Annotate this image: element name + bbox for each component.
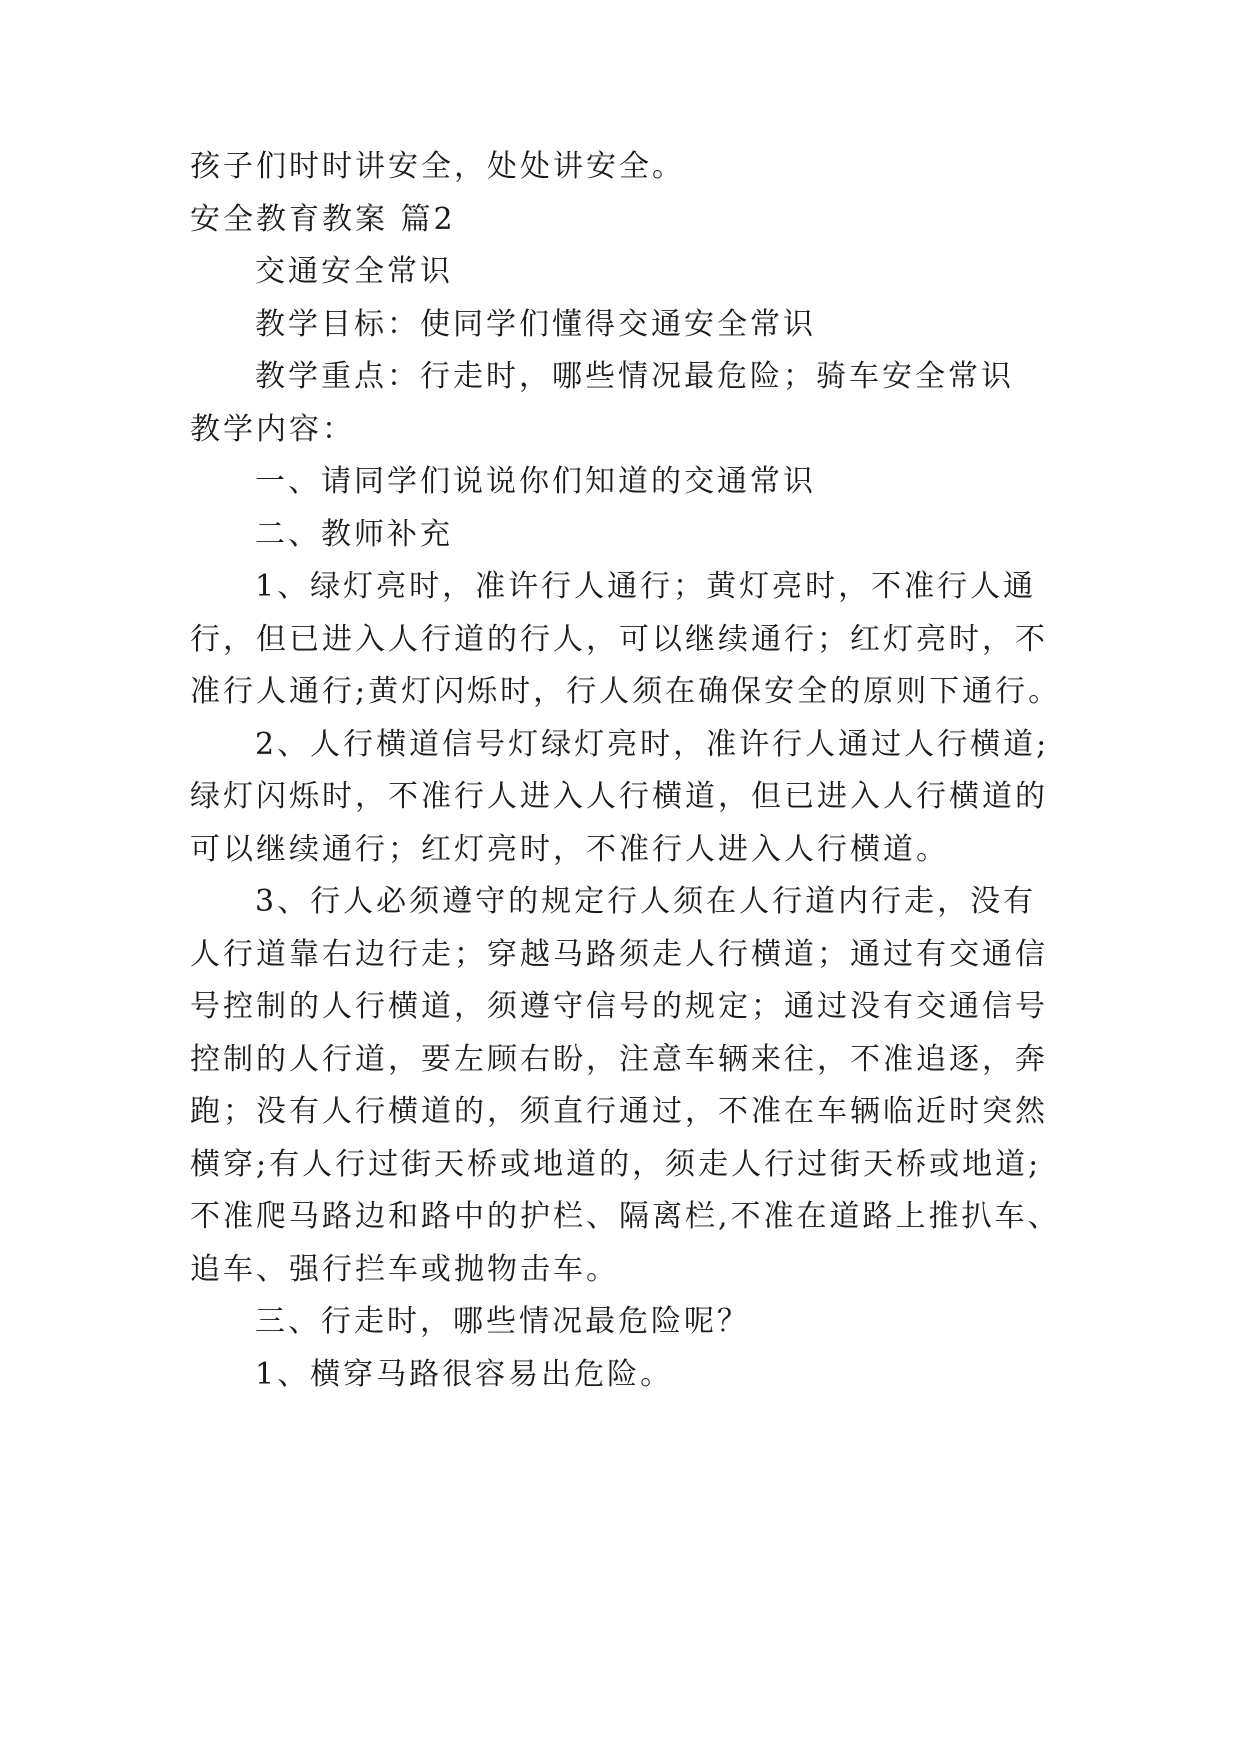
teaching-content-label: 教学内容： xyxy=(190,412,355,447)
item-three: 三、行走时，哪些情况最危险呢？ xyxy=(255,1304,750,1339)
paragraph-2-line-2: 绿灯闪烁时，不准行人进入人行横道，但已进入人行横道的 xyxy=(190,779,1048,814)
paragraph-1-line-3: 准行人通行;黄灯闪烁时，行人须在确保安全的原则下通行。 xyxy=(190,674,1062,709)
paragraph-1-line-2: 行，但已进入人行道的行人，可以继续通行；红灯亮时，不 xyxy=(190,622,1048,657)
paragraph-2-line-3: 可以继续通行；红灯亮时，不准行人进入人行横道。 xyxy=(190,832,949,867)
text-line-continuation: 孩子们时时讲安全，处处讲安全。 xyxy=(190,149,685,184)
item-three-point-1: 1、横穿马路很容易出危险。 xyxy=(255,1357,674,1392)
teaching-focus: 教学重点：行走时，哪些情况最危险；骑车安全常识 xyxy=(255,359,1014,394)
section-heading: 安全教育教案 篇2 xyxy=(190,202,456,237)
paragraph-3-line-8: 追车、强行拦车或抛物击车。 xyxy=(190,1252,619,1287)
lesson-title: 交通安全常识 xyxy=(255,254,453,289)
item-two: 二、教师补充 xyxy=(255,517,453,552)
paragraph-2-line-1: 2、人行横道信号灯绿灯亮时，准许行人通过人行横道; xyxy=(255,727,1050,762)
teaching-goal: 教学目标：使同学们懂得交通安全常识 xyxy=(255,307,816,342)
item-one: 一、请同学们说说你们知道的交通常识 xyxy=(255,464,816,499)
paragraph-3-line-7: 不准爬马路边和路中的护栏、隔离栏,不准在道路上推扒车、 xyxy=(190,1199,1061,1234)
paragraph-3-line-5: 跑；没有人行横道的，须直行通过，不准在车辆临近时突然 xyxy=(190,1094,1048,1129)
paragraph-3-line-1: 3、行人必须遵守的规定行人须在人行道内行走，没有 xyxy=(255,884,1037,919)
paragraph-3-line-4: 控制的人行道，要左顾右盼，注意车辆来往，不准追逐，奔 xyxy=(190,1042,1048,1077)
paragraph-1-line-1: 1、绿灯亮时，准许行人通行；黄灯亮时，不准行人通 xyxy=(255,569,1037,604)
paragraph-3-line-6: 横穿;有人行过街天桥或地道的，须走人行过街天桥或地道; xyxy=(190,1147,1042,1182)
paragraph-3-line-2: 人行道靠右边行走；穿越马路须走人行横道；通过有交通信 xyxy=(190,937,1048,972)
paragraph-3-line-3: 号控制的人行横道，须遵守信号的规定；通过没有交通信号 xyxy=(190,989,1048,1024)
